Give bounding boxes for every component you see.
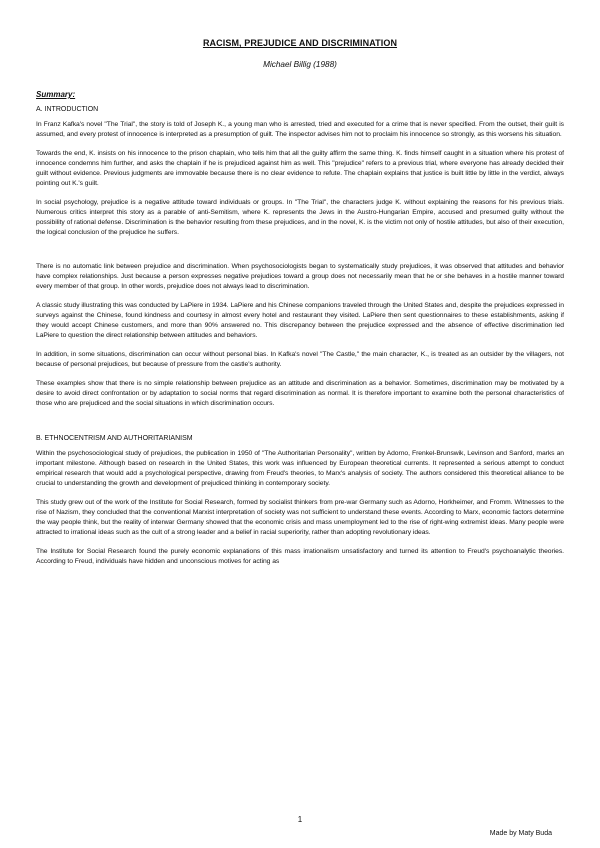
- paragraph: There is no automatic link between prejudice and discrimination. When psychosociologists began to systematically study prejudices, it was observed that attitudes and behavior have complex relationships. Just because a person expresses negative prejudices toward a group does not necessarily mean that he or she behaves in a hostile manner toward every member of that group. In other words, prejudice does not always lead to discrimination.: [36, 263, 564, 290]
- author-line: Michael Billig (1988): [263, 60, 337, 69]
- paragraph: In addition, in some situations, discrimination can occur without personal bias. In Kafka's novel "The Castle," the main character, K., is treated as an outsider by the villagers, not because of personal prejudices, but because of pressure from the castle's authority.: [36, 351, 564, 368]
- paragraph: These examples show that there is no simple relationship between prejudice as an attitude and discrimination as a behavior. Sometimes, discrimination may be motivated by a desire to avoid direct confrontation or by adaptation to social norms that regard discrimination as normal. It is therefore important to examine both the personal characteristics of those who are prejudiced and the social situations in which discrimination occurs.: [36, 380, 564, 407]
- document-page: [36, 38, 564, 567]
- paragraph: Within the psychosociological study of prejudices, the publication in 1950 of "The Authoritarian Personality", written by Adorno, Frenkel-Brunswik, Levinson and Sanford, marks an important milestone. Although based on research in the United States, this work was influenced by European theoretical currents. It represented a serious attempt to conduct empirical research that would add a psychological perspective, drawing from Freud's theories, to Marx's analysis of society. The authors considered this theoretical alliance to be crucial to understanding the growth and development of prejudiced thinking in contemporary society.: [36, 450, 564, 487]
- paragraph: The Institute for Social Research found the purely economic explanations of this mass irrationalism unsatisfactory and turned its attention to Freud's psychoanalytic theories. According to Freud, individuals have hidden and unconscious motives for acting as: [36, 548, 564, 565]
- section-a-heading: A. INTRODUCTION: [36, 106, 99, 113]
- paragraph: In social psychology, prejudice is a negative attitude toward individuals or groups. In "The Trial", the characters judge K. without explaining the reasons for his previous trials. Numerous critics interpret this story as a parable of anti-Semitism, where K. represents the Jews in the Austro-Hungarian Empire, accused and presumed guilty without the possibility of rational defense. Discrimination is the behavior resulting from these prejudices, and in the novel, K. is the victim not only of hostile attitudes, but also of their execution, the logical conclusion of the prejudice he suffers.: [36, 199, 564, 236]
- document-title: RACISM, PREJUDICE AND DISCRIMINATION: [202, 38, 398, 48]
- paragraph: A classic study illustrating this was conducted by LaPiere in 1934. LaPiere and his Chinese companions traveled through the United States and, despite the prejudices expressed in surveys against the Chinese, found kindness and courtesy in almost every hotel and restaurant they visited. LaPiere then sent questionnaires to these establishments, asking if they would accept Chinese customers, and more than 90% answered no. This discrepancy between the prejudice expressed and the absence of effective discrimination led LaPiere to question the direct relationship between attitudes and behaviors.: [36, 302, 564, 339]
- paragraph: Towards the end, K. insists on his innocence to the prison chaplain, who tells him that all the guilty affirm the same thing. K. finds himself caught in a situation where his protest of innocence condemns him further, and asks the chaplain if he is prejudiced against him as well. This "prejudice" refers to a previous trial, where everyone has already decided their guilt without evidence. Previous judgments are immovable because there is no clear evidence to refute. The chaplain explains that justice is built little by little in the verdict, always pointing out K.'s guilt.: [36, 150, 564, 187]
- paragraph: This study grew out of the work of the Institute for Social Research, formed by socialist thinkers from pre-war Germany such as Adorno, Horkheimer, and Fromm. Witnesses to the rise of Nazism, they concluded that the conventional Marxist interpretation of society was not sufficient to understand these events. According to Marx, economic factors determine the way people think, but the reality of interwar Germany showed that the economic crisis and mass unemployment led to the rise of right-wing extremist ideas. Many people were attracted to irrational ideas such as the cult of a strong leader and a belief in racial superiority, rather than adopting revolutionary ideas.: [36, 499, 564, 536]
- author-credit: Made by Maty Buda: [489, 830, 552, 837]
- paragraph: In Franz Kafka's novel "The Trial", the story is told of Joseph K., a young man who is arrested, tried and executed for a crime that is never specified. From the outset, their guilt is assumed, and every protest of innocence is interpreted as a presumption of guilt. The inspector advises him not to proclaim his innocence so strongly, as this worsens his situation.: [36, 121, 564, 138]
- section-b-heading: B. ETHNOCENTRISM AND AUTHORITARIANISM: [36, 435, 193, 442]
- page-number: 1: [297, 815, 303, 824]
- summary-label: Summary:: [36, 90, 76, 99]
